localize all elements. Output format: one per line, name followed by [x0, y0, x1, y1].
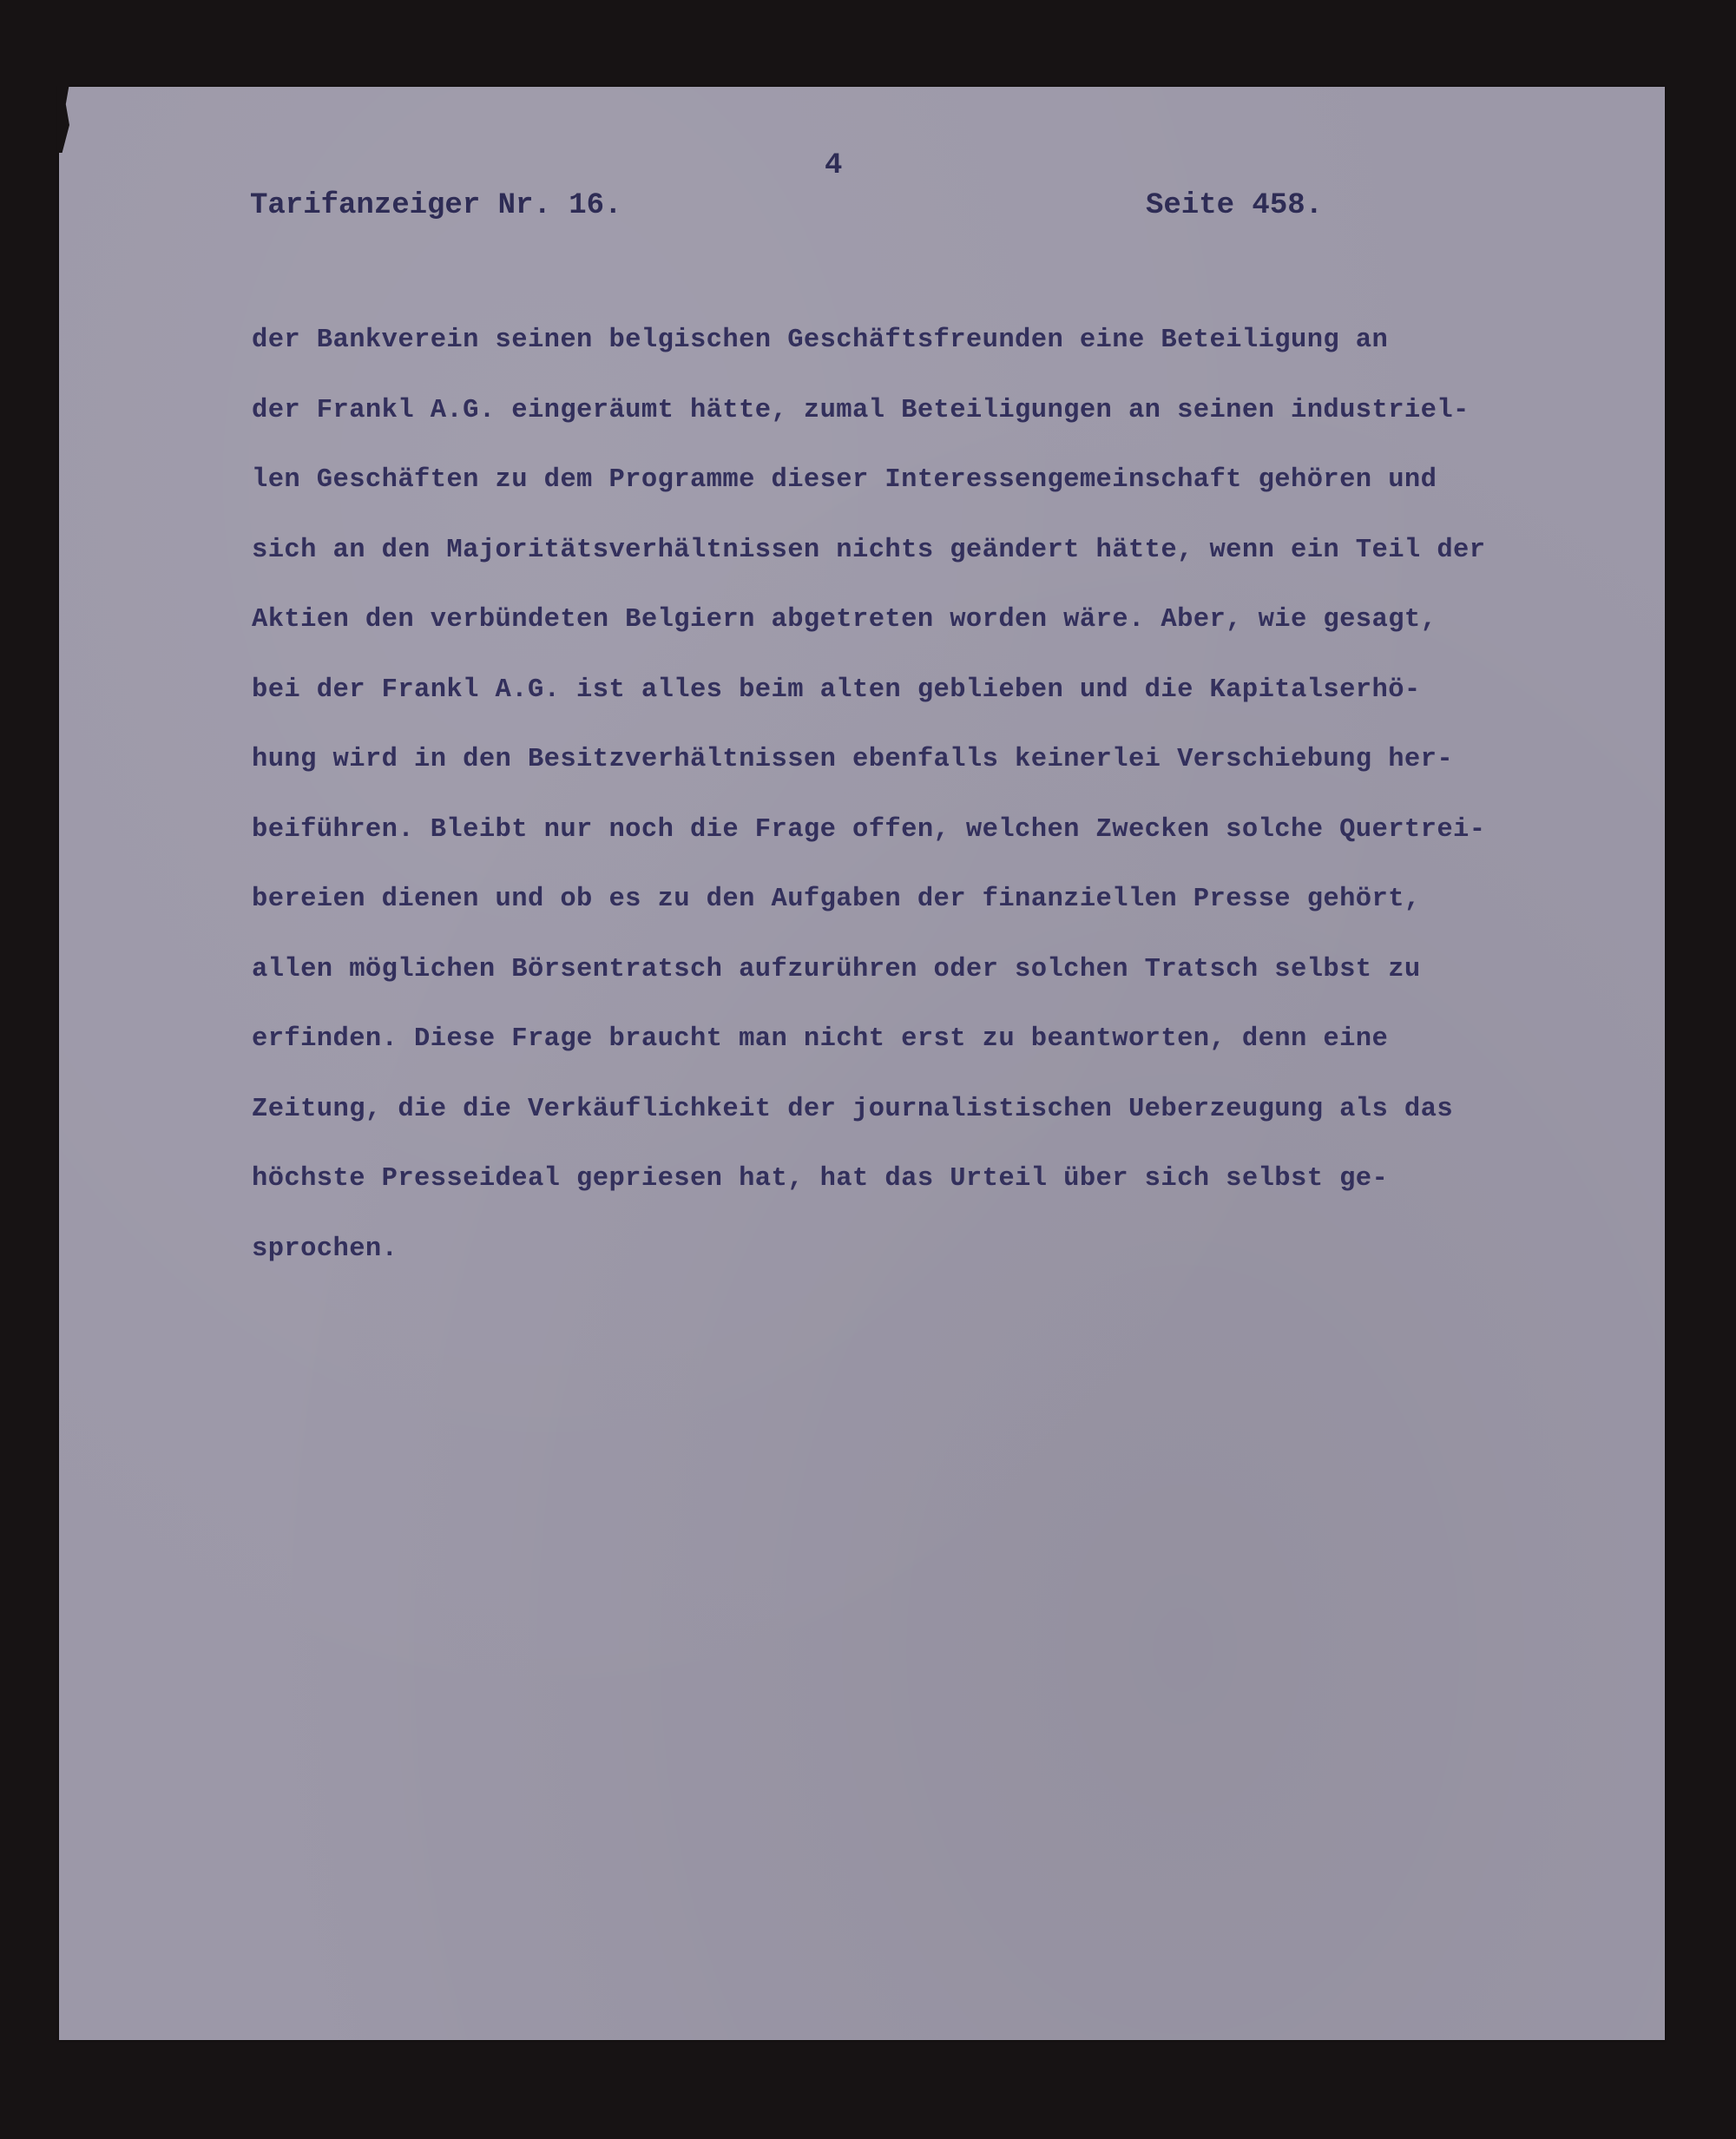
page-number: 4: [825, 149, 843, 182]
header-page-reference: Seite 458.: [1146, 189, 1324, 222]
text-line: Zeitung, die die Verkäuflichkeit der journalistischen Ueberzeugung als das: [252, 1094, 1454, 1124]
text-line: len Geschäften zu dem Programme dieser Interessengemeinschaft gehören und: [252, 465, 1437, 495]
text-line: allen möglichen Börsentratsch aufzurühren oder solchen Tratsch selbst zu: [252, 954, 1421, 984]
text-line: bereien dienen und ob es zu den Aufgaben der finanziellen Presse gehört,: [252, 885, 1421, 914]
text-line: bei der Frankl A.G. ist alles beim alten geblieben und die Kapitalserhö-: [252, 675, 1421, 705]
text-line: sprochen.: [252, 1234, 398, 1264]
text-line: Aktien den verbündeten Belgiern abgetreten worden wäre. Aber, wie gesagt,: [252, 605, 1437, 635]
text-line: höchste Presseideal gepriesen hat, hat das Urteil über sich selbst ge-: [252, 1164, 1389, 1194]
text-line: der Bankverein seinen belgischen Geschäftsfreunden eine Beteiligung an: [252, 326, 1389, 355]
text-line: sich an den Majoritätsverhältnissen nichts geändert hätte, wenn ein Teil der: [252, 535, 1486, 565]
text-line: erfinden. Diese Frage braucht man nicht erst zu beantworten, denn eine: [252, 1024, 1389, 1054]
text-line: der Frankl A.G. eingeräumt hätte, zumal Beteiligungen an seinen industriel-: [252, 395, 1470, 425]
text-line: hung wird in den Besitzverhältnissen ebenfalls keinerlei Verschiebung her-: [252, 745, 1454, 774]
header-title: Tarifanzeiger Nr. 16.: [250, 189, 622, 222]
text-line: beiführen. Bleibt nur noch die Frage offen, welchen Zwecken solche Quertrei-: [252, 814, 1486, 845]
body-text: [252, 323, 1641, 1301]
